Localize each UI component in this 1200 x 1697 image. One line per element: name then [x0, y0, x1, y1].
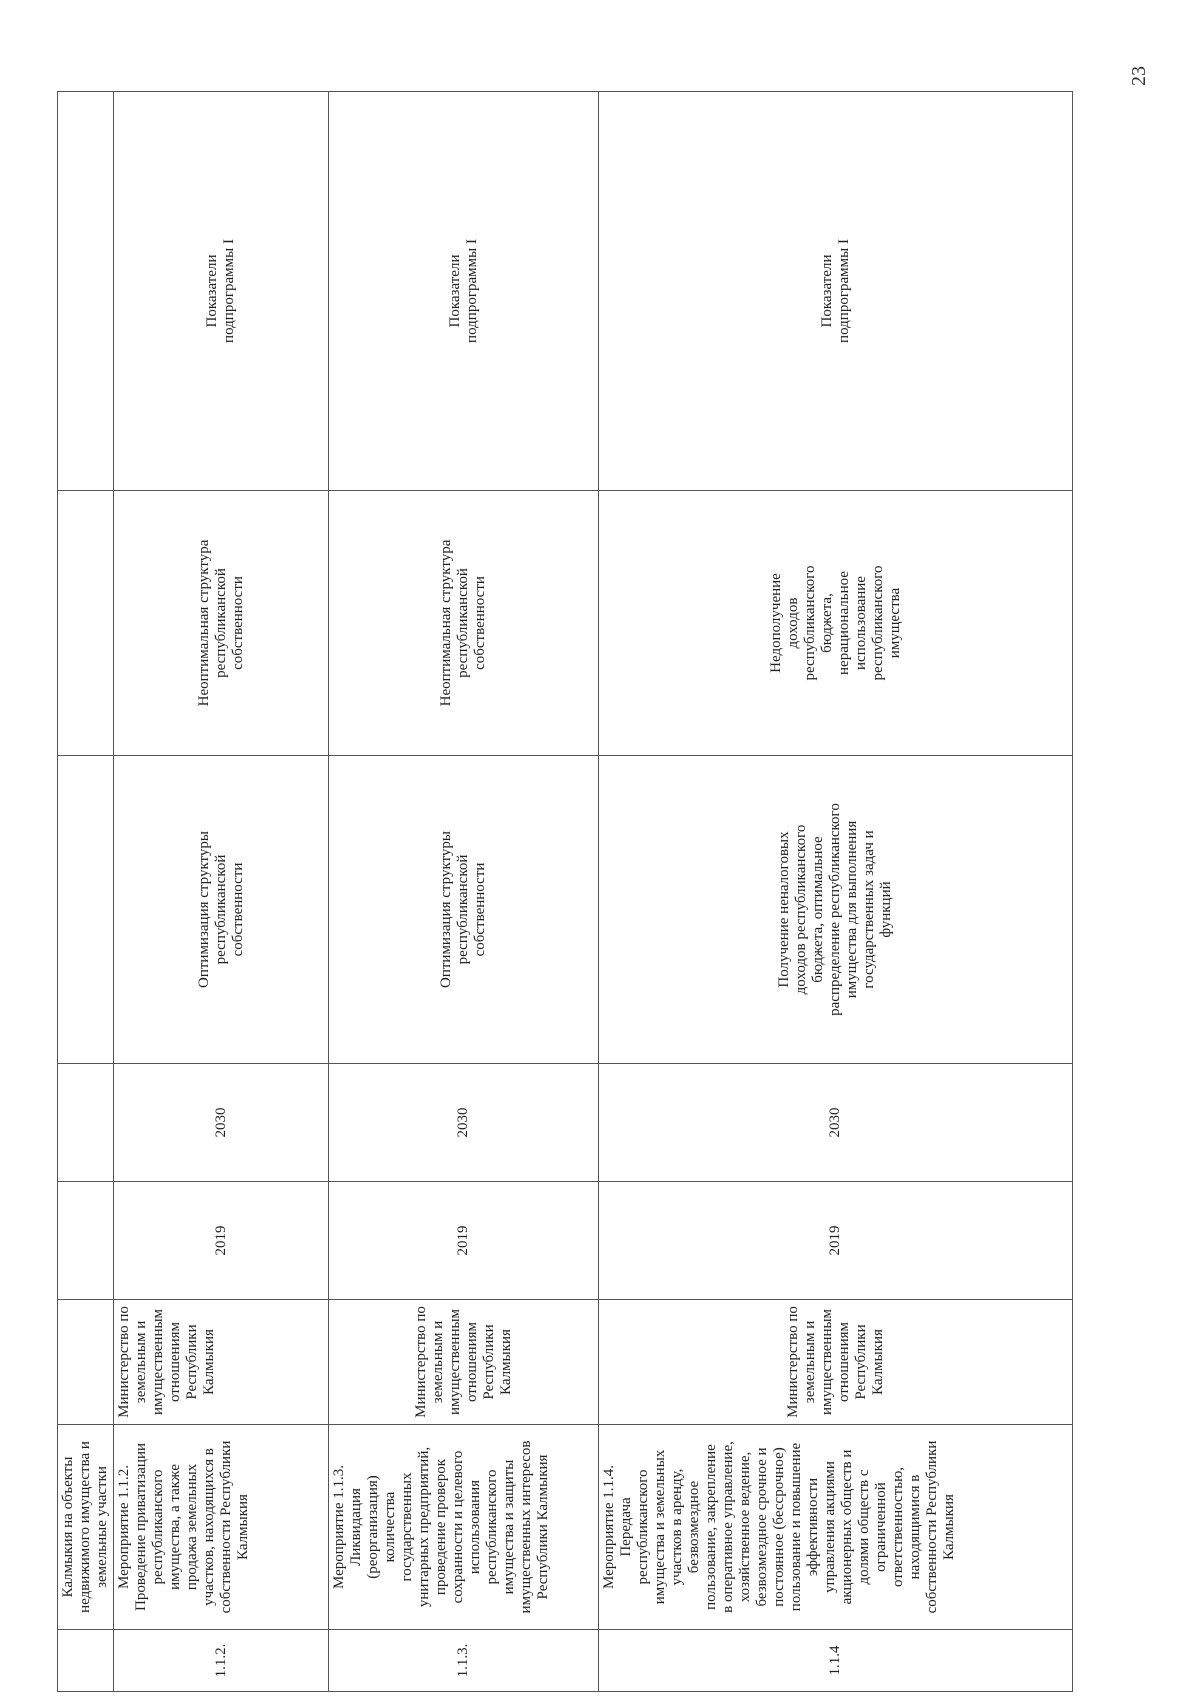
cell-executor: Министерство по земельным и имущественным отношениям Республики Калмыкия: [412, 1306, 514, 1418]
cell-activity: Калмыкия на объекты недвижимого имущества и земельные участки: [60, 1441, 110, 1613]
cell-start: [58, 1182, 114, 1300]
cell-executor: Министерство по земельным и имущественным отношениям Республики Калмыкия: [116, 1306, 217, 1418]
cell-result: Оптимизация структуры республиканской собственности: [438, 831, 488, 988]
cell-num: 1.1.3.: [455, 1643, 471, 1678]
rotated-table-sheet: [57, 92, 1072, 1692]
cell-end: 2030: [827, 1107, 843, 1138]
cell-consequence: Неоптимальная структура республиканской собственности: [438, 539, 488, 707]
cell-end: 2030: [455, 1107, 471, 1138]
cell-consequence: [58, 491, 114, 756]
cell-end: 2030: [212, 1107, 229, 1138]
cell-end: [58, 1064, 114, 1182]
cell-activity: Мероприятие 1.1.4. Передача республиканского имущества и земельных участков в аренду, безвозмездное пользование, закрепление в оперативное управление, хозяйственное ведение, безвозмездное срочное и постоянное (бессрочное) пользование и повышение эффективности управления акциями акционерных обществ и долями обществ с ограниченной ответственностью, находящимися в собственности Республики Калмыкия: [601, 1440, 957, 1614]
cell-start: 2019: [455, 1225, 471, 1256]
cell-activity: Мероприятие 1.1.2. Проведение приватизации республиканского имущества, а также продажа земельных участков, находящихся в собственности Республики Калмыкия: [116, 1440, 251, 1614]
cell-link: [58, 92, 114, 491]
table-row: [114, 92, 329, 1692]
cell-start: 2019: [212, 1225, 229, 1256]
cell-start: 2019: [827, 1225, 843, 1256]
cell-result: Оптимизация структуры республиканской собственности: [195, 831, 246, 988]
table-row: [329, 92, 599, 1692]
cell-result: [58, 756, 114, 1064]
program-activities-table: [57, 91, 1073, 1692]
cell-executor: Министерство по земельным и имущественным отношениям Республики Калмыкия: [784, 1306, 886, 1418]
cell-num: 1.1.4: [827, 1645, 843, 1676]
cell-consequence: Неоптимальная структура республиканской собственности: [195, 539, 246, 707]
cell-result: Получение неналоговых доходов республиканского бюджета, оптимальное распределение республиканского имущества для выполнения государственных задач и функций: [776, 803, 894, 1016]
cell-num: 1.1.2.: [212, 1643, 229, 1678]
page-number: 23: [1128, 66, 1150, 86]
cell-num: [58, 1630, 114, 1692]
carry-over-row: [58, 92, 114, 1692]
cell-link: Показатели подпрограммы I: [818, 239, 852, 343]
cell-executor: [58, 1300, 114, 1425]
table-row: [599, 92, 1073, 1692]
cell-consequence: Недополучение доходов республиканского бюджета, нерациональное использование республиканского имущества: [767, 565, 903, 681]
cell-link: Показатели подпрограммы I: [446, 239, 480, 343]
cell-activity: Мероприятие 1.1.3. Ликвидация (реорганизация) количества государственных унитарных предприятий, проведение проверок сохранности и целевого использования республиканского имущества и защиты имущественных интересов Республики Калмыкия: [331, 1440, 551, 1614]
cell-link: Показатели подпрограммы I: [204, 239, 237, 343]
